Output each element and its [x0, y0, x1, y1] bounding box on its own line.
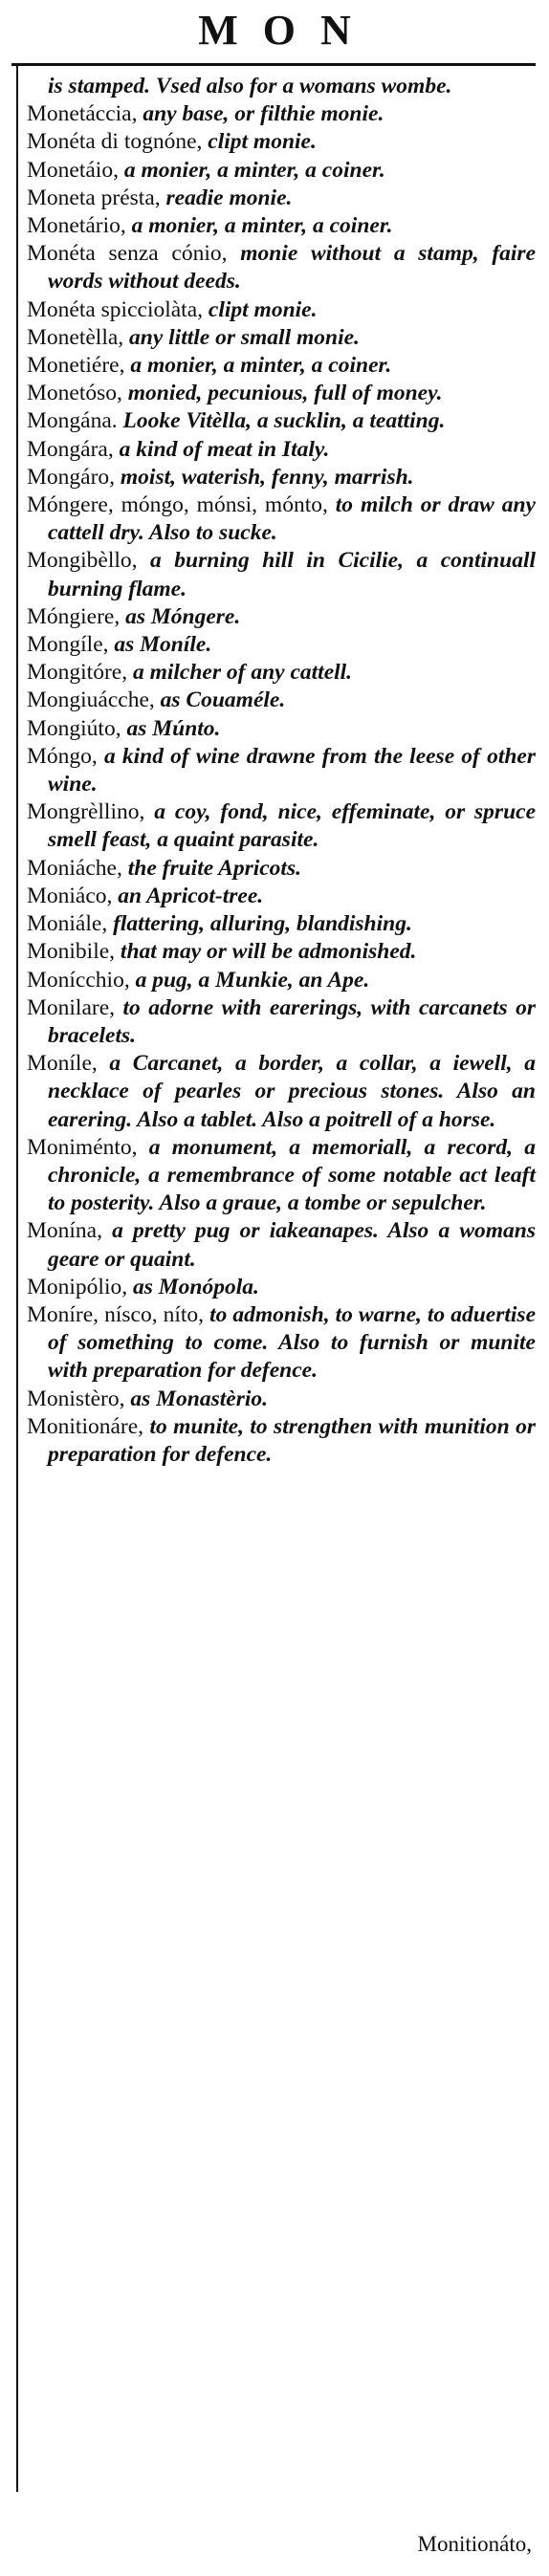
headword: Moniáco, — [27, 883, 113, 908]
headword: Monína, — [27, 1218, 102, 1244]
header-rule — [11, 63, 536, 66]
definition: monied, pecunious, full of money. — [121, 381, 443, 406]
headword: Mongára, — [27, 436, 114, 462]
definition: moist, waterish, fenny, marrish. — [115, 464, 414, 490]
definition: a Carcanet, a border, a collar, a iewell, a necklace of pearles or precious stones. Also an earering. Also a tablet. Also a poitrell of a horse. — [48, 1051, 536, 1132]
dictionary-entry — [27, 994, 536, 1050]
headword: Moníre, nísco, níto, — [27, 1301, 205, 1327]
headword: Monistèro, — [27, 1386, 125, 1411]
headword: Monéta spicciolàta, — [27, 296, 204, 322]
dictionary-entry — [27, 464, 536, 491]
definition: as Múnto. — [121, 715, 221, 741]
definition: to munite, to strengthen with munition or preparation for defence. — [48, 1413, 536, 1467]
headword: Moníle, — [27, 1051, 98, 1077]
headword: Monetáio, — [27, 157, 119, 183]
dictionary-entry — [27, 324, 536, 352]
dictionary-entry — [27, 212, 536, 240]
definition: any little or small monie. — [123, 324, 360, 350]
headword: Mongiuácche, — [27, 688, 155, 713]
dictionary-entry — [27, 687, 536, 714]
definition: as Móngere. — [120, 603, 241, 629]
dictionary-entry — [27, 296, 536, 324]
definition: a monument, a memoriall, a record, a chronicle, a remembrance of some notable act leaft to posterity. Also a graue, a tombe or sepulcher. — [48, 1134, 536, 1216]
definition: is stamped. Vsed also for a womans wombe. — [48, 74, 452, 98]
dictionary-entry — [27, 352, 536, 380]
dictionary-entry — [27, 491, 536, 547]
headword: Moniménto, — [27, 1134, 138, 1160]
definition: as Monastèrio. — [124, 1386, 268, 1411]
dictionary-entry — [27, 73, 536, 100]
definition: to milch or draw any cattell dry. Also to sucke. — [48, 492, 536, 546]
definition: as Monópola. — [127, 1274, 259, 1299]
dictionary-column — [27, 73, 536, 1469]
dictionary-entry — [27, 436, 536, 464]
dictionary-entry — [27, 798, 536, 854]
definition: that may or will be admonished. — [115, 939, 417, 965]
dictionary-entry — [27, 547, 536, 602]
headword: Moneta présta, — [27, 185, 161, 210]
dictionary-entry — [27, 743, 536, 798]
dictionary-entry — [27, 715, 536, 743]
catchword: Monitionáto, — [417, 2532, 532, 2556]
headword: Monetiére, — [27, 353, 125, 379]
headword: Monibile, — [27, 939, 116, 965]
page-header — [0, 0, 549, 73]
headword: Mongáro, — [27, 464, 116, 490]
definition: clipt monie. — [202, 129, 317, 155]
headword: Monetário, — [27, 213, 126, 239]
headword: Monetóso, — [27, 381, 122, 406]
definition: a milcher of any cattell. — [127, 660, 353, 686]
dictionary-entry — [27, 938, 536, 966]
dictionary-entry — [27, 1301, 536, 1386]
definition: to admonish, to warne, to aduertise of something to come. Also to furnish or munite with preparation for defence. — [48, 1301, 536, 1384]
dictionary-entry — [27, 1413, 536, 1469]
definition: a pretty pug or iakeanapes. Also a womans geare or quaint. — [48, 1218, 536, 1272]
headword: Monícchio, — [27, 967, 130, 993]
headword: Móngere, móngo, mónsi, mónto, — [27, 492, 328, 518]
definition: a burning hill in Cicilie, a continuall burning flame. — [48, 548, 536, 601]
headword: Monipólio, — [27, 1274, 128, 1299]
headword: Móngiere, — [27, 603, 121, 629]
definition: monie without a stamp, faire words without deeds. — [48, 241, 537, 295]
definition: to adorne with earerings, with carcanets or bracelets. — [48, 994, 536, 1048]
dictionary-entry — [27, 631, 536, 659]
definition: as Couaméle. — [154, 688, 286, 713]
definition: a coy, fond, nice, effeminate, or spruce smell feast, a quaint parasite. — [48, 799, 536, 853]
definition: a pug, a Munkie, an Ape. — [129, 967, 370, 993]
headword: Mongíle, — [27, 632, 109, 658]
definition: a kind of meat in Italy. — [113, 436, 330, 462]
definition: any base, or filthie monie. — [137, 101, 384, 127]
dictionary-entry — [27, 910, 536, 938]
headword: Monéta di tognóne, — [27, 129, 203, 155]
definition: a monier, a minter, a coiner. — [125, 213, 393, 239]
headword: Mongibèllo, — [27, 548, 138, 574]
dictionary-entry — [27, 128, 536, 156]
margin-rule — [16, 63, 18, 2492]
headword: Mongitóre, — [27, 660, 128, 686]
definition: readie monie. — [160, 185, 293, 210]
dictionary-entry — [27, 100, 536, 128]
headword: Monitionáre, — [27, 1413, 144, 1439]
dictionary-entry — [27, 185, 536, 212]
dictionary-entry — [27, 407, 536, 435]
headword: Moniále, — [27, 911, 108, 937]
definition: as Moníle. — [108, 632, 212, 658]
dictionary-entry — [27, 1217, 536, 1273]
definition: Looke Vitèlla, a sucklin, a teatting. — [117, 408, 446, 434]
dictionary-entry — [27, 240, 536, 295]
dictionary-entry — [27, 855, 536, 883]
headword: Moniáche, — [27, 855, 122, 881]
dictionary-entry — [27, 967, 536, 994]
dictionary-entry — [27, 157, 536, 185]
dictionary-entry — [27, 1050, 536, 1134]
dictionary-entry — [27, 380, 536, 407]
dictionary-entry — [27, 1134, 536, 1218]
definition: the fruite Apricots. — [121, 855, 301, 881]
definition: a kind of wine drawne from the leese of other wine. — [48, 743, 536, 797]
dictionary-entry — [27, 603, 536, 631]
dictionary-entry — [27, 1274, 536, 1301]
definition: a monier, a minter, a coiner. — [118, 157, 385, 183]
page-title: MON — [198, 7, 376, 54]
dictionary-entry — [27, 883, 536, 910]
headword: Mongiúto, — [27, 715, 121, 741]
dictionary-entry — [27, 659, 536, 687]
headword: Mongána. — [27, 408, 118, 434]
headword: Monetáccia, — [27, 101, 138, 127]
headword: Monetèlla, — [27, 324, 124, 350]
dictionary-entry — [27, 1386, 536, 1413]
definition: an Apricot-tree. — [112, 883, 264, 908]
headword: Monéta senza cónio, — [27, 241, 228, 267]
definition: flattering, alluring, blandishing. — [107, 911, 412, 937]
headword: Monilare, — [27, 994, 116, 1020]
definition: a monier, a minter, a coiner. — [124, 353, 392, 379]
definition: clipt monie. — [203, 296, 318, 322]
headword: Mongrèllino, — [27, 799, 145, 825]
headword: Móngo, — [27, 743, 98, 769]
